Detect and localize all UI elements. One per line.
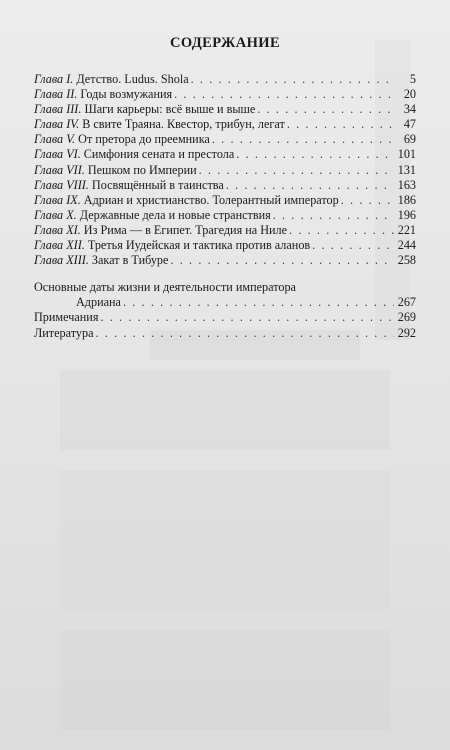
chapter-entry <box>34 178 416 193</box>
page-number: 34 <box>403 102 416 117</box>
notes-entry <box>34 310 416 325</box>
leader-dots <box>236 147 394 162</box>
chapter-title: Годы возмужания <box>80 87 173 102</box>
chapter-number: Глава III. <box>34 102 82 117</box>
show-through-shadow <box>60 370 390 450</box>
leader-dots <box>170 253 394 268</box>
chapter-entry <box>34 72 416 87</box>
chapter-label <box>34 147 234 162</box>
chapter-label <box>34 132 210 147</box>
leader-dots <box>287 117 394 132</box>
page-number: 20 <box>403 87 416 102</box>
chapter-number: Глава IX. <box>34 192 81 207</box>
chapter-number: Глава VI. <box>34 147 81 162</box>
chapter-title: Державные дела и новые странствия <box>79 207 271 222</box>
chapter-label <box>34 178 224 193</box>
chapter-label <box>34 117 285 132</box>
page-number: 221 <box>397 222 416 237</box>
chapter-list <box>34 72 416 268</box>
chapter-title: Детство. Ludus. Shola <box>76 72 189 86</box>
chapter-label <box>34 87 172 102</box>
dates-entry-label: Основные даты жизни и деятельности императора <box>34 280 296 295</box>
page-number: 292 <box>397 325 416 340</box>
leader-dots <box>199 163 394 178</box>
leader-dots <box>226 178 394 193</box>
chapter-entry <box>34 117 416 132</box>
page-number: 244 <box>397 238 416 253</box>
leader-dots <box>95 326 394 341</box>
chapter-title: Закат в Тибуре <box>91 253 169 268</box>
leader-dots <box>191 72 394 87</box>
chapter-label <box>34 238 310 253</box>
chapter-title: От претора до преемника <box>78 132 210 147</box>
page-number: 258 <box>397 253 416 268</box>
chapter-entry <box>34 193 416 208</box>
chapter-title: Симфония сената и престола <box>83 147 235 162</box>
notes-label: Примечания <box>34 310 99 325</box>
chapter-label <box>34 253 168 268</box>
page-number: 267 <box>397 295 416 310</box>
dates-entry <box>34 295 416 310</box>
leader-dots <box>123 295 394 310</box>
leader-dots <box>289 223 394 238</box>
chapter-label <box>34 102 255 117</box>
chapter-entry <box>34 238 416 253</box>
chapter-title: Шаги карьеры: всё выше и выше <box>84 102 256 117</box>
chapter-entry <box>34 102 416 117</box>
page-number: 69 <box>403 132 416 147</box>
leader-dots <box>100 310 394 325</box>
chapter-title: Адриан и христианство. Толерантный император <box>83 192 339 207</box>
table-of-contents <box>34 72 416 341</box>
literature-label: Литература <box>34 325 94 340</box>
leader-dots <box>312 238 394 253</box>
chapter-label <box>34 208 271 223</box>
show-through-shadow <box>60 470 390 610</box>
chapter-entry <box>34 223 416 238</box>
chapter-label <box>34 163 197 178</box>
page-number: 101 <box>397 147 416 162</box>
chapter-number: Глава XI. <box>34 222 81 237</box>
chapter-label <box>34 193 339 208</box>
show-through-shadow <box>60 630 390 730</box>
chapter-title: Третья Иудейская и тактика против аланов <box>87 238 311 253</box>
chapter-entry <box>34 132 416 147</box>
page-number: 163 <box>397 177 416 192</box>
chapter-label <box>34 223 287 238</box>
chapter-number: Глава II. <box>34 87 78 102</box>
chapter-title: Пешком по Империи <box>87 162 197 177</box>
chapter-label <box>34 72 189 87</box>
dates-entry-line1 <box>34 280 416 295</box>
page-number: 47 <box>403 117 416 132</box>
chapter-number: Глава VIII. <box>34 177 89 192</box>
chapter-title: Из Рима — в Египет. Трагедия на Ниле <box>83 222 288 237</box>
chapter-entry <box>34 163 416 178</box>
chapter-number: Глава IV. <box>34 117 80 132</box>
page-number: 269 <box>397 310 416 325</box>
leader-dots <box>341 193 394 208</box>
chapter-entry <box>34 208 416 223</box>
page-number: 196 <box>397 207 416 222</box>
page-title: СОДЕРЖАНИЕ <box>169 35 281 51</box>
section-gap <box>34 268 416 280</box>
leader-dots <box>273 208 394 223</box>
page-number: 5 <box>409 72 416 86</box>
dates-entry-label-cont: Адриана <box>76 295 121 310</box>
leader-dots <box>212 132 394 147</box>
chapter-title: Посвящённый в таинства <box>91 177 224 192</box>
chapter-number: Глава V. <box>34 132 76 147</box>
chapter-number: Глава I. <box>34 72 74 86</box>
chapter-entry <box>34 87 416 102</box>
chapter-title: В свите Траяна. Квестор, трибун, легат <box>82 117 285 132</box>
leader-dots <box>257 102 394 117</box>
page-number: 186 <box>397 192 416 207</box>
chapter-number: Глава X. <box>34 207 77 222</box>
chapter-number: Глава VII. <box>34 162 85 177</box>
page-number: 131 <box>397 162 416 177</box>
literature-entry <box>34 326 416 341</box>
chapter-entry <box>34 253 416 268</box>
chapter-number: Глава XIII. <box>34 253 89 268</box>
chapter-number: Глава XII. <box>34 238 85 253</box>
chapter-entry <box>34 147 416 162</box>
leader-dots <box>174 87 394 102</box>
